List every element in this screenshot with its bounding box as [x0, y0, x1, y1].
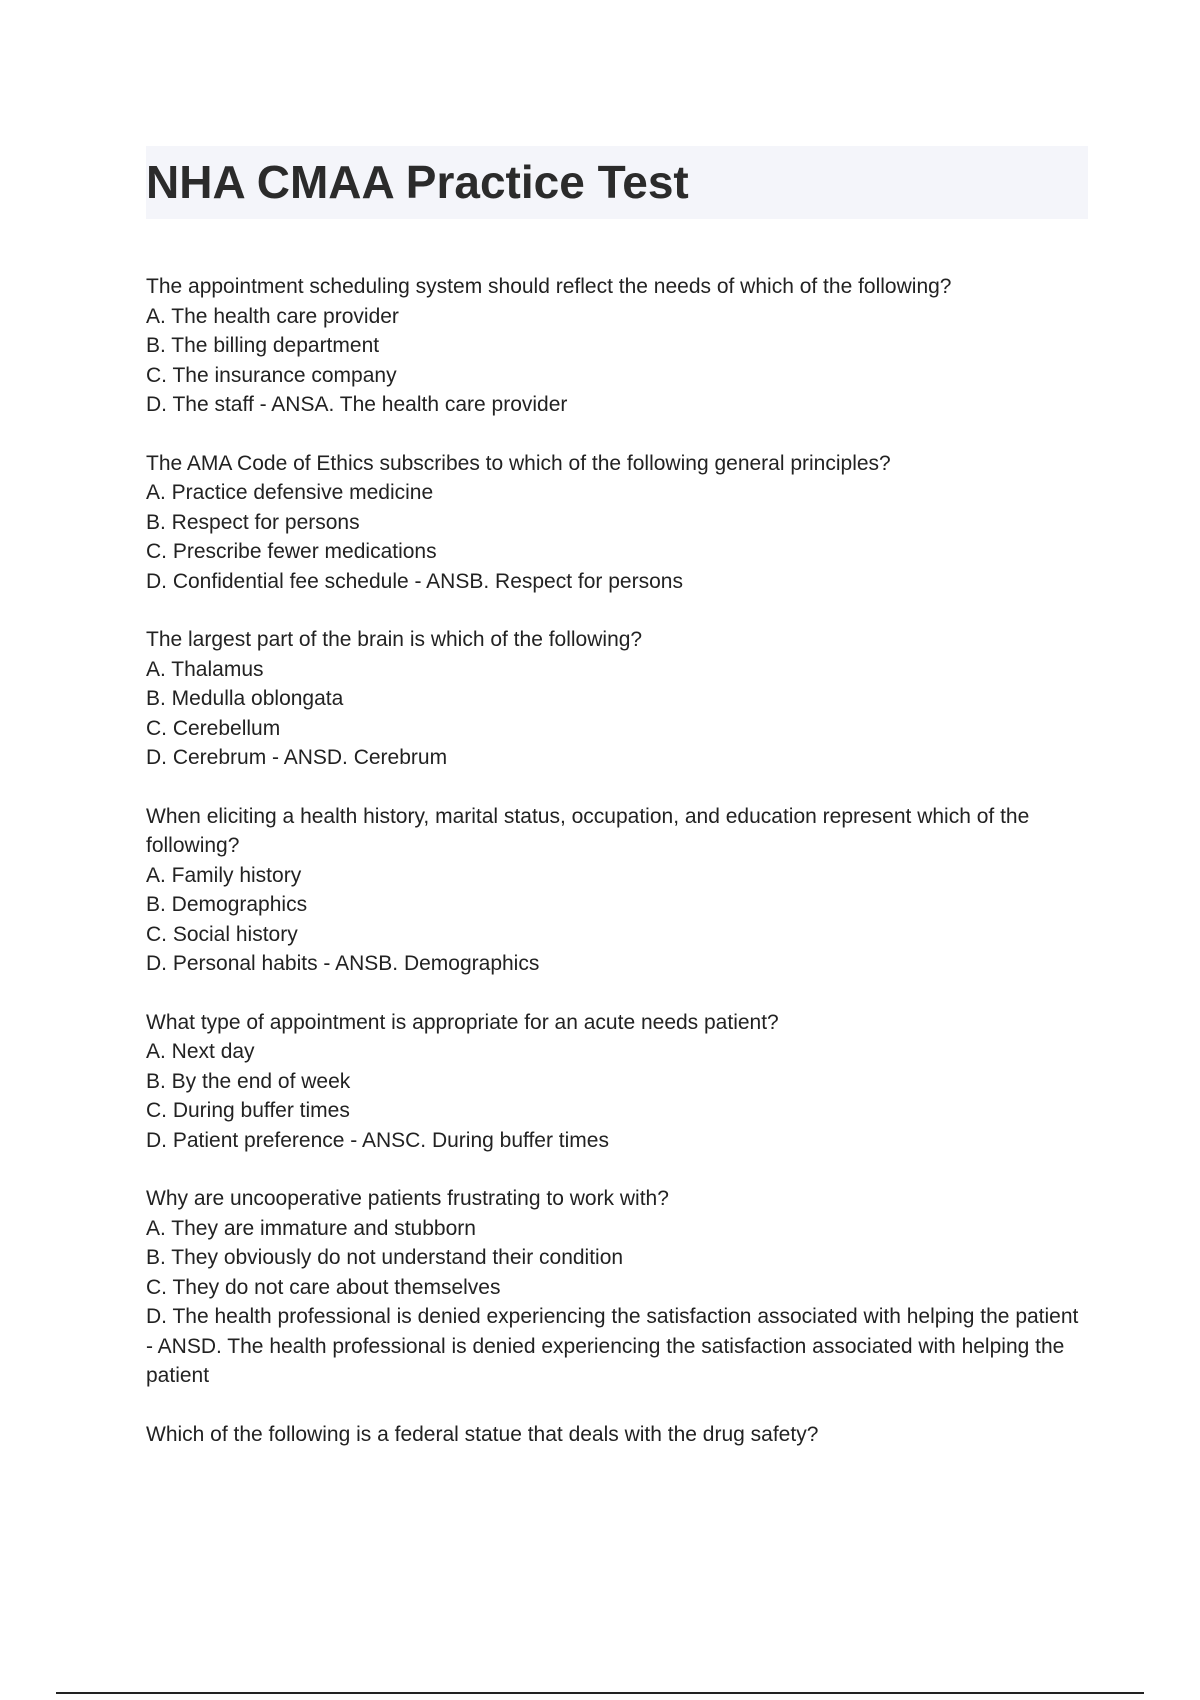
question-item	[146, 1184, 1090, 1391]
answer-option: C. During buffer times	[146, 1099, 350, 1122]
answer-option: A. They are immature and stubborn	[146, 1216, 476, 1240]
answer-option-with-key: D. The health professional is denied experiencing the satisfaction associated with helping the patient - ANSD. The health professional is denied experiencing the satisfaction associated with helping the patient	[146, 1305, 1079, 1387]
answer-option: B. The billing department	[146, 334, 380, 357]
answer-option: A. Practice defensive medicine	[146, 481, 434, 504]
question-text: The AMA Code of Ethics subscribes to which of the following general principles?	[146, 451, 891, 475]
answer-option: A. The health care provider	[146, 304, 399, 328]
question-item	[146, 1420, 1090, 1450]
footer-divider	[56, 1692, 1144, 1694]
question-text: Why are uncooperative patients frustrating to work with?	[146, 1187, 669, 1210]
question-text: The largest part of the brain is which of the following?	[146, 628, 643, 651]
answer-option: B. Demographics	[146, 893, 308, 916]
answer-option: B. By the end of week	[146, 1069, 351, 1093]
question-item	[146, 802, 1090, 979]
answer-option: C. They do not care about themselves	[146, 1275, 501, 1299]
question-item	[146, 272, 1090, 420]
answer-option: C. Social history	[146, 922, 298, 946]
answer-option: B. Respect for persons	[146, 510, 360, 534]
answer-option: C. Cerebellum	[146, 716, 281, 740]
answer-option-with-key: D. Confidential fee schedule - ANSB. Respect for persons	[146, 569, 683, 593]
question-item	[146, 625, 1090, 773]
answer-option: A. Next day	[146, 1040, 255, 1063]
question-item	[146, 1008, 1090, 1156]
answer-option: C. The insurance company	[146, 363, 397, 387]
question-text: The appointment scheduling system should reflect the needs of which of the following?	[146, 275, 952, 298]
page-title: NHA CMAA Practice Test	[146, 156, 689, 208]
question-text: Which of the following is a federal statue that deals with the drug safety?	[146, 1422, 819, 1446]
answer-option: C. Prescribe fewer medications	[146, 540, 437, 563]
answer-option: B. They obviously do not understand their condition	[146, 1246, 624, 1269]
question-list	[146, 272, 1090, 1478]
answer-option-with-key: D. Personal habits - ANSB. Demographics	[146, 952, 540, 975]
answer-option: A. Family history	[146, 863, 302, 887]
answer-option-with-key: D. Cerebrum - ANSD. Cerebrum	[146, 746, 448, 769]
answer-option: A. Thalamus	[146, 657, 264, 681]
answer-option-with-key: D. The staff - ANSA. The health care provider	[146, 393, 568, 416]
answer-option-with-key: D. Patient preference - ANSC. During buffer times	[146, 1128, 609, 1152]
answer-option: B. Medulla oblongata	[146, 687, 344, 710]
question-text: What type of appointment is appropriate for an acute needs patient?	[146, 1010, 779, 1034]
question-text: When eliciting a health history, marital status, occupation, and education represent which of the following?	[146, 804, 1030, 857]
question-item	[146, 449, 1090, 597]
